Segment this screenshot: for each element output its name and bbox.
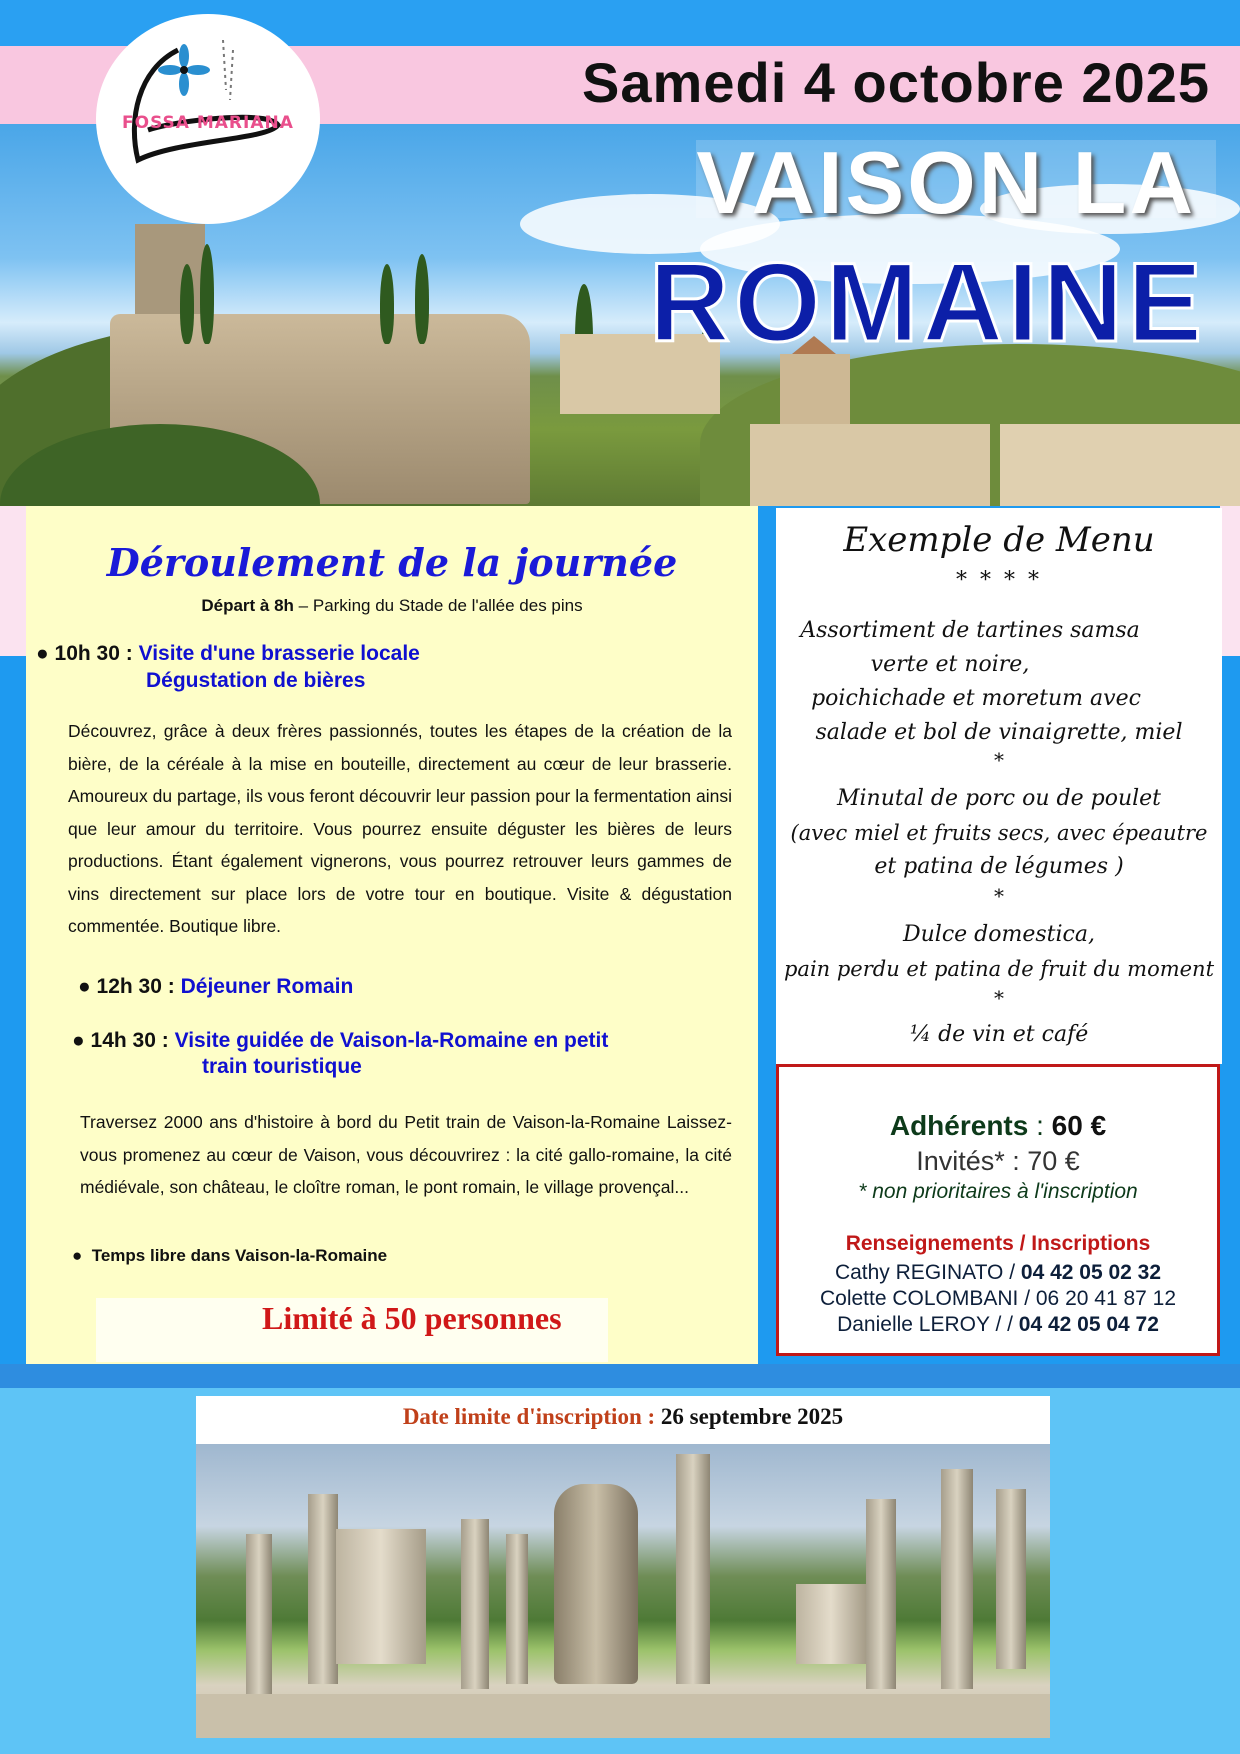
- programme-title: Déroulement de la journée: [106, 540, 678, 585]
- event-date: Samedi 4 octobre 2025: [582, 51, 1210, 114]
- item-3-description: Traversez 2000 ans d'histoire à bord du Petit train de Vaison-la-Romaine Laissez-vous promenez au cœur de Vaison, vous découvrirez : la cité gallo-romaine, la cité médiévale, son château, le cloître roman, le pont romain, le village provençal...: [80, 1112, 732, 1197]
- item-1-description: Découvrez, grâce à deux frères passionnés, toutes les étapes de la création de la bière, de la céréale à la mise en bouteille, directement au cœur de leur brasserie. Amoureux du partage, ils vous feront découvrir leur passion pour la fermentation ainsi que leur amour du territoire. Vous pourrez ensuite déguster les bières de leurs productions. Étant également vignerons, vous pourrez retrouver leurs gammes de vins directement sur place lors de votre tour en boutique. Visite & dégustation commentée. Boutique libre.: [68, 721, 732, 936]
- item-1-title: Visite d'une brasserie locale: [138, 642, 420, 665]
- item-3-time: 14h 30 :: [90, 1029, 169, 1052]
- menu-separator: *: [994, 884, 1004, 908]
- schedule-item-1: [36, 642, 420, 666]
- members-sep: :: [1028, 1110, 1052, 1141]
- main-line: (avec miel et fruits secs, avec épeautre: [790, 821, 1208, 845]
- starter-line: verte et noire,: [870, 652, 1030, 677]
- contact-row: [776, 1260, 1220, 1286]
- menu-title: Exemple de Menu: [843, 520, 1155, 560]
- departure-place: – Parking du Stade de l'allée des pins: [293, 596, 583, 615]
- contact-name: Danielle LEROY / /: [837, 1313, 1019, 1336]
- starter-line: poichichade et moretum avec: [811, 686, 1141, 711]
- item-1-time: 10h 30 :: [54, 642, 133, 665]
- departure-time: Départ à 8h: [201, 596, 294, 615]
- item-4-title: Temps libre dans Vaison-la-Romaine: [91, 1246, 388, 1265]
- menu-stars: * * * *: [956, 568, 1042, 593]
- item-3-subtitle-row: [202, 1055, 362, 1079]
- main-line: et patina de légumes ): [874, 854, 1124, 879]
- side-strip: [1220, 506, 1240, 656]
- bottom-divider: [0, 1364, 1240, 1388]
- starter-line: salade et bol de vinaigrette, miel: [815, 720, 1183, 745]
- item-1-subtitle: Dégustation de bières: [146, 669, 366, 692]
- schedule-item-4: [72, 1246, 387, 1266]
- title-line-1: VAISON LA: [696, 133, 1196, 232]
- item-3-subtitle: train touristique: [202, 1055, 362, 1078]
- starter-line: Assortiment de tartines samsa: [800, 618, 1140, 643]
- menu-main: [776, 782, 1222, 884]
- dessert-line: Dulce domestica,: [903, 922, 1095, 947]
- schedule-item-2: [78, 975, 353, 999]
- deadline-date: 26 septembre 2025: [660, 1404, 844, 1429]
- members-price-row: [776, 1110, 1220, 1142]
- priority-note: * non prioritaires à l'inscription: [858, 1180, 1138, 1203]
- bullet-icon: ●: [36, 642, 55, 665]
- menu-drinks: ¼ de vin et café: [909, 1022, 1089, 1047]
- side-strip: [0, 506, 26, 656]
- menu-separator: *: [994, 748, 1004, 772]
- bullet-icon: ●: [78, 975, 97, 998]
- contact-phone: 04 42 05 04 72: [1018, 1313, 1159, 1336]
- contacts-list: [776, 1260, 1220, 1338]
- members-label: Adhérents: [889, 1110, 1029, 1141]
- contact-row: [776, 1312, 1220, 1338]
- schedule-item-3: [72, 1029, 608, 1053]
- bullet-icon: ●: [72, 1029, 91, 1052]
- title-line-2: ROMAINE: [649, 240, 1206, 365]
- registration-deadline: [196, 1404, 1050, 1430]
- item-2-time: 12h 30 :: [96, 975, 175, 998]
- deadline-label: Date limite d'inscription :: [402, 1404, 661, 1429]
- contact-name: Cathy REGINATO /: [834, 1261, 1021, 1284]
- dessert-line: pain perdu et patina de fruit du moment: [783, 957, 1215, 981]
- roman-ruins-image: [196, 1444, 1050, 1738]
- menu-dessert: [776, 918, 1222, 986]
- main-line: Minutal de porc ou de poulet: [836, 786, 1162, 811]
- menu-starter: [776, 614, 1222, 750]
- contact-phone: 04 42 05 02 32: [1020, 1261, 1162, 1284]
- item-1-subtitle-row: [146, 669, 365, 693]
- menu-separator: *: [994, 986, 1004, 1010]
- guests-price: Invités* : 70 €: [916, 1146, 1080, 1176]
- contact-name: Colette COLOMBANI / 06 20 41 87 12: [819, 1287, 1177, 1310]
- info-title: Renseignements / Inscriptions: [845, 1232, 1151, 1255]
- logo-swoosh-icon: [118, 30, 318, 190]
- contact-row: [776, 1286, 1220, 1312]
- departure-info: [26, 596, 758, 616]
- capacity-limit: Limité à 50 personnes: [262, 1300, 562, 1336]
- bullet-icon: ●: [72, 1246, 92, 1265]
- item-2-title: Déjeuner Romain: [180, 975, 354, 998]
- members-price: 60 €: [1051, 1110, 1107, 1141]
- logo-text: FOSSA MARIANA: [122, 113, 294, 133]
- item-3-title: Visite guidée de Vaison-la-Romaine en petit: [174, 1029, 609, 1052]
